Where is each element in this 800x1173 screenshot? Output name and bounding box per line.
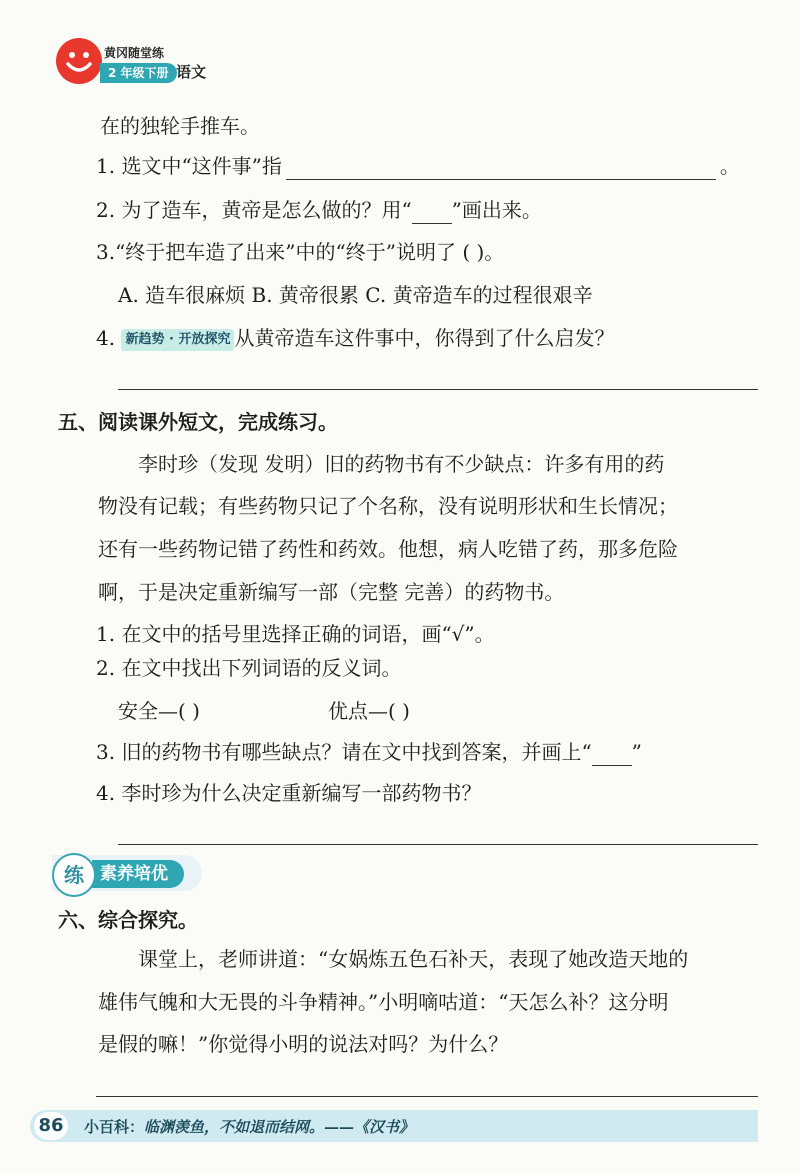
footer-tip: [84, 1116, 414, 1137]
underline-sample: [412, 205, 452, 224]
question-text: 从黄帝造车这件事中，你得到了什么启发？: [234, 326, 615, 350]
subject-label: 语文: [176, 63, 207, 81]
passage-line: 物没有记载；有些药物只记了个名称，没有说明形状和生长情况；: [98, 494, 678, 518]
question-5-1: 1. 在文中的括号里选择正确的词语，画“√”。: [96, 622, 495, 646]
question-suffix: ”画出来。: [451, 198, 542, 222]
question-5-2: 2. 在文中找出下列词语的反义词。: [96, 656, 402, 680]
underline-sample: [592, 747, 632, 766]
banner-label: 素养培优: [92, 860, 184, 888]
question-suffix: 。: [719, 154, 740, 178]
question-suffix: ”: [631, 740, 642, 764]
antonym-safe[interactable]: 安全—( ): [118, 699, 200, 723]
question-text: 3. 旧的药物书有哪些缺点？请在文中找到答案，并画上“: [96, 740, 592, 764]
question-5-4: 4. 李时珍为什么决定重新编写一部药物书？: [96, 781, 482, 805]
question-4-3-options[interactable]: A. 造车很麻烦 B. 黄帝很累 C. 黄帝造车的过程很艰辛: [118, 283, 593, 307]
question-text: 1. 选文中“这件事”指: [96, 154, 282, 178]
section-6-title: 六、综合探究。: [58, 908, 198, 932]
question-4-3[interactable]: 3.“终于把车造了出来”中的“终于”说明了 ( )。: [96, 240, 505, 264]
tip-label: 小百科：: [84, 1118, 145, 1136]
passage-line: 李时珍（发现 发明）旧的药物书有不少缺点：许多有用的药: [138, 452, 665, 476]
passage-line: 啊，于是决定重新编写一部（完整 完善）的药物书。: [98, 580, 565, 604]
question-4-1: [96, 152, 740, 180]
answer-line[interactable]: [118, 844, 758, 845]
question-5-3: [96, 738, 642, 766]
trend-tag: 新趋势 · 开放探究: [121, 329, 234, 351]
answer-line[interactable]: [96, 1096, 758, 1097]
passage-line: 课堂上，老师讲道：“女娲炼五色石补天，表现了她改造天地的: [138, 947, 689, 971]
passage-line: 还有一些药物记错了药性和药效。他想，病人吃错了药，那多危险: [98, 537, 678, 561]
passage-line: 是假的嘛！”你觉得小明的说法对吗？为什么？: [98, 1032, 509, 1056]
question-4-4: [96, 324, 614, 352]
passage-continuation: 在的独轮手推车。: [100, 114, 260, 138]
answer-line[interactable]: [118, 389, 758, 390]
answer-blank[interactable]: [286, 159, 716, 180]
passage-line: 雄伟气魄和大无畏的斗争精神。”小明嘀咕道：“天怎么补？这分明: [98, 990, 669, 1014]
grade-badge: 2 年级下册: [100, 63, 177, 83]
brand-title: 黄冈随堂练: [104, 46, 165, 60]
antonym-advantage[interactable]: 优点—( ): [328, 699, 410, 723]
tip-quote: 临渊羡鱼，不如退而结网。——《汉书》: [144, 1118, 415, 1136]
question-text: 2. 为了造车，黄帝是怎么做的？用“: [96, 198, 412, 222]
question-number: 4.: [96, 326, 116, 350]
page-number: 86: [34, 1112, 68, 1140]
question-4-2: [96, 196, 542, 224]
section-5-title: 五、阅读课外短文，完成练习。: [58, 410, 338, 434]
smiley-logo-icon: [56, 38, 102, 84]
practice-icon: 练: [52, 853, 96, 897]
